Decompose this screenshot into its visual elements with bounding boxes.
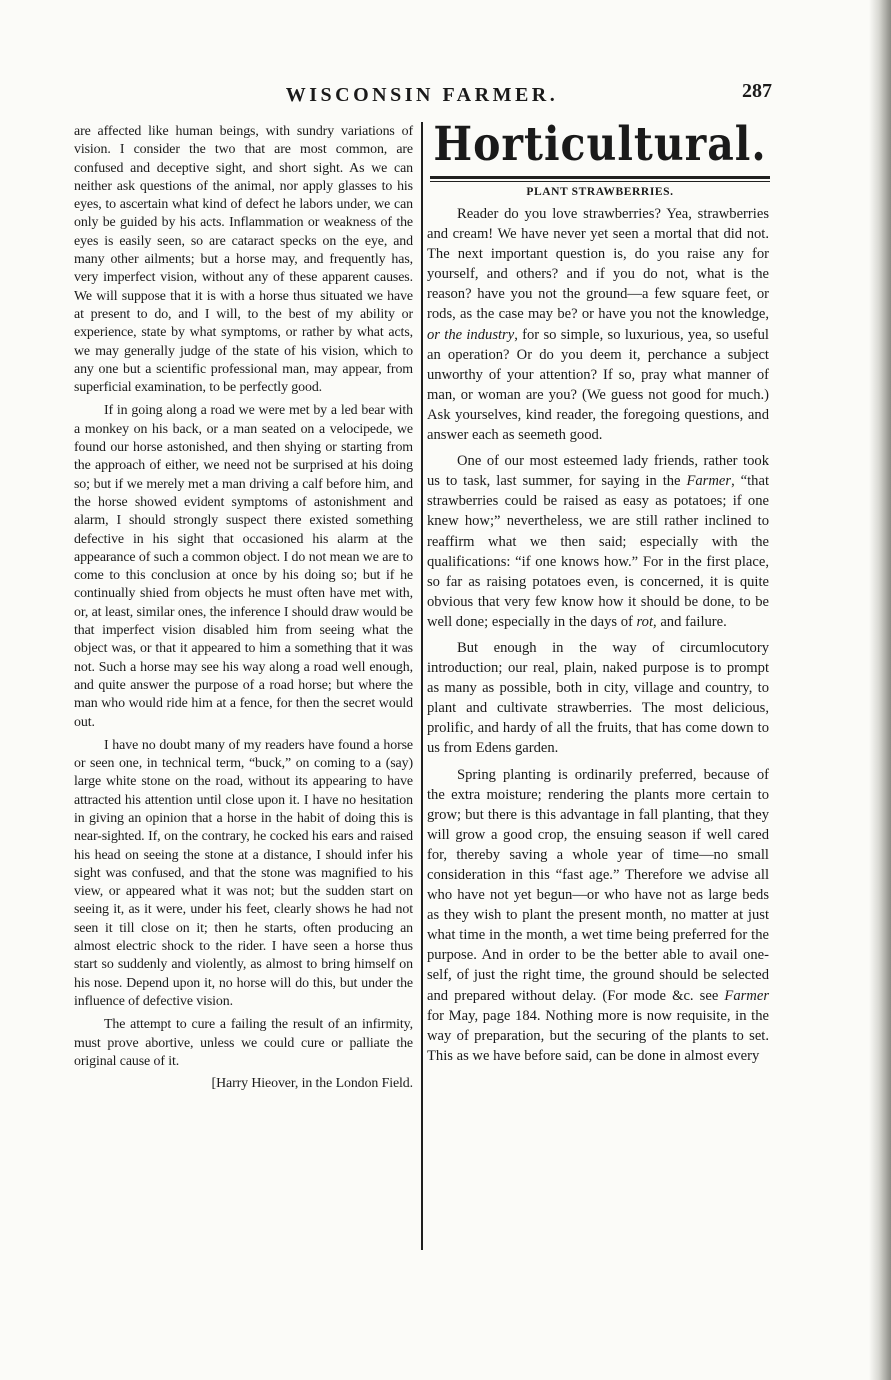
right-paragraph: Reader do you love strawberries? Yea, strawberries and cream! We have never yet seen a mortal that did not. The next important question is, do you raise any for yourself, and others? and if you do not, what is the reason? have you not the ground—a few square feet, or rods, as the case may be? or have you not the knowledge, or the industry, for so simple, so luxurious, yea, so useful an operation? Or do you deem it, perchance a subject unworthy of your attention? If so, pray what manner of man, or woman are you? (We guess not good for much.) Ask yourselves, kind reader, the foregoing questions, and answer each as seemeth good. xyxy=(427,206,769,444)
column-divider xyxy=(421,122,423,1250)
running-head: WISCONSIN FARMER. xyxy=(285,84,559,106)
left-column xyxy=(74,123,413,1093)
left-paragraph: If in going along a road we were met by a led bear with a monkey on his back, or a man seated on a velocipede, we found our horse astonished, and then shying or starting from the approach of either, we need not be surprised at his doing so; but if we merely met a man driving a calf before him, and the horse showed evident symptoms of astonishment and alarm, I should strongly suspect there existed something defective in his sight that occasioned his alarm at the appearance of such a common object. I do not mean we are to come to this conclusion at once by his doing so; but if he continually shied from objects he must often have met with, or, at least, similar ones, the inference I should draw would be that imperfect vision disabled him from seeing what the object was, or that it appeared to him a something that it was not. Such a horse may see his way along a road well enough, and quite answer the purpose of a road horse; but where the man who would ride him at a fence, for then the secret would out. xyxy=(74,403,413,730)
right-paragraph: But enough in the way of circumlocutory introduction; our real, plain, naked purpose is to prompt as many as possible, both in city, village and country, to plant and cultivate strawberries. The most delicious, prolific, and hardy of all the fruits, that has come down to us from Edens garden. xyxy=(427,639,769,757)
right-paragraph: Spring planting is ordinarily preferred, because of the extra moisture; rendering the plants more certain to grow; but there is this advantage in fall planting, that they will grow a good crop, the ensuing season if well cared for, thereby saving a whole year of time—no small consideration in this “fast age.” Therefore we advise all who have not yet begun—or who have not as large beds as they wish to plant the present month, no matter at just what time in the month, a wet time being preferred for the purpose. And in order to be the better able to avail one-self, of just the right time, the ground should be selected and prepared without delay. (For mode &c. see Farmer for May, page 184. Nothing more is now requisite, in the way of preparation, but the securing of the plants to set. This as we have before said, can be done in almost every xyxy=(427,766,769,1064)
right-column xyxy=(427,204,769,1066)
page-edge-shadow xyxy=(869,0,891,1380)
left-paragraph: The attempt to cure a failing the result of an infirmity, must prove abortive, unless we could cure or palliate the original cause of it. xyxy=(74,1017,413,1069)
section-heading: Horticultural. xyxy=(433,116,767,172)
left-paragraph: I have no doubt many of my readers have found a horse or seen one, in technical term, “buck,” on coming to a (say) large white stone on the road, without its appearing to have attracted his attention until close upon it. I have no hesitation in giving an opinion that a horse in the habit of doing this is near-sighted. If, on the contrary, he cocked his ears and raised his head on seeing the stone at a distance, I should infer his sight was confused, and that the stone was magnified to his view, or appeared what it was not; but the sudden start on seeing it, as it were, under his feet, clearly shows he had not seen it till close on it; then he starts, often producing an almost electric shock to the rider. I have seen a horse thus start so suddenly and violently, as almost to bring himself on his nose. Depend upon it, no horse will do this, but under the influence of defective vision. xyxy=(74,737,413,1009)
heading-rule-thin xyxy=(430,181,770,182)
right-paragraph: One of our most esteemed lady friends, rather took us to task, last summer, for saying in the Farmer, “that strawberries could be raised as easy as potatoes; if one knew how;” nevertheless, we are still rather inclined to reaffirm what we then said; especially with the qualifications: “if one knows how.” For in the first place, so far as raising potatoes even, is concerned, it is quite obvious that very few know how it should be done, to be well done; especially in the days of rot, and failure. xyxy=(427,453,769,630)
page-number: 287 xyxy=(742,80,772,102)
attribution: [Harry Hieover, in the London Field. xyxy=(211,1076,413,1092)
left-paragraph: are affected like human beings, with sundry variations of vision. I consider the two that are most common, are confused and deceptive sight, and short sight. As we can neither ask questions of the animal, nor apply glasses to his eyes, to ascertain what kind of defect he labors under, we can only be guided by his acts. Inflammation or weakness of the eyes is easily seen, so are cataract specks on the eye, and many other ailments; but a horse may, and frequently has, very imperfect vision, without any of these apparent causes. We will suppose that it is with a horse thus situated we have at present to do, and I will, to the best of my ability or experience, state by what symptoms, or rather by what acts, we may generally judge of the state of his vision, which to any one but a scientific professional man, may appear, from superficial examination, to be perfectly good. xyxy=(74,124,413,396)
heading-rule-thick xyxy=(430,176,770,179)
article-title: PLANT STRAWBERRIES. xyxy=(526,186,674,198)
